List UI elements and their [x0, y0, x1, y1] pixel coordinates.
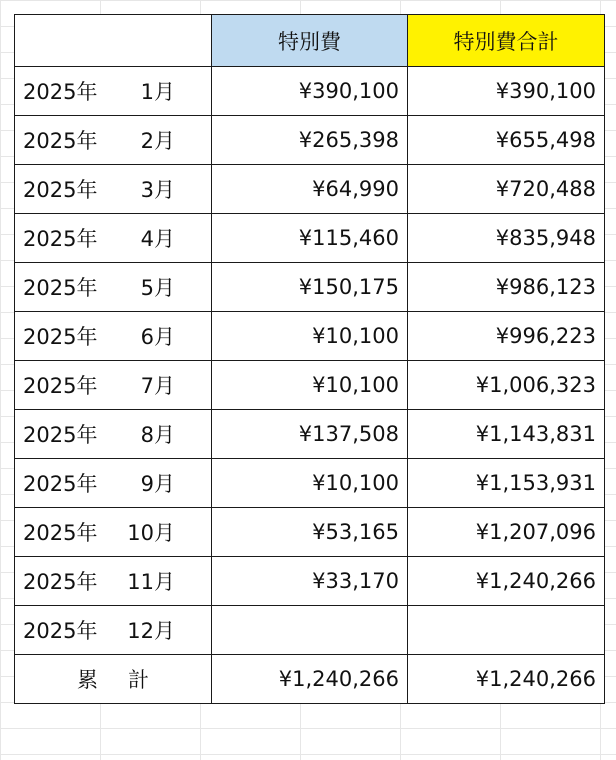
month-label: 6月 [140, 325, 175, 349]
special-expense-cell[interactable]: ¥137,508 [212, 410, 408, 459]
special-expense-cell[interactable] [212, 606, 408, 655]
year-label: 2025年 [23, 374, 98, 398]
month-label: 12月 [127, 619, 175, 643]
header-special-expense[interactable]: 特別費 [212, 15, 408, 67]
year-label: 2025年 [23, 276, 98, 300]
table-row [15, 361, 605, 410]
special-expense-cell[interactable]: ¥150,175 [212, 263, 408, 312]
cumulative-label-second-char: 計 [128, 668, 149, 692]
month-label: 9月 [140, 472, 175, 496]
month-cell[interactable] [15, 116, 212, 165]
month-label: 3月 [140, 178, 175, 202]
month-cell[interactable] [15, 508, 212, 557]
month-label: 10月 [127, 521, 175, 545]
cumulative-label-first-char: 累 [77, 668, 98, 692]
cumulative-total-cell[interactable]: ¥986,123 [408, 263, 605, 312]
month-cell[interactable] [15, 410, 212, 459]
table-row [15, 214, 605, 263]
header-row [15, 15, 605, 67]
cumulative-total-cell[interactable]: ¥1,207,096 [408, 508, 605, 557]
table-row [15, 508, 605, 557]
cumulative-label-cell[interactable] [15, 655, 212, 704]
cumulative-total-cell[interactable]: ¥720,488 [408, 165, 605, 214]
year-label: 2025年 [23, 227, 98, 251]
year-label: 2025年 [23, 325, 98, 349]
month-cell[interactable] [15, 263, 212, 312]
year-label: 2025年 [23, 80, 98, 104]
year-label: 2025年 [23, 472, 98, 496]
month-label: 8月 [140, 423, 175, 447]
special-expense-cell[interactable]: ¥390,100 [212, 67, 408, 116]
month-cell[interactable] [15, 557, 212, 606]
year-label: 2025年 [23, 570, 98, 594]
month-label: 2月 [140, 129, 175, 153]
month-cell[interactable] [15, 459, 212, 508]
month-cell[interactable] [15, 165, 212, 214]
table-row [15, 116, 605, 165]
table-row [15, 606, 605, 655]
table-row [15, 263, 605, 312]
month-label: 1月 [140, 80, 175, 104]
table-row [15, 312, 605, 361]
header-corner-cell[interactable] [15, 15, 212, 67]
summary-row [15, 655, 605, 704]
cumulative-total-cell[interactable]: ¥390,100 [408, 67, 605, 116]
month-cell[interactable] [15, 67, 212, 116]
special-expense-cell[interactable]: ¥33,170 [212, 557, 408, 606]
cumulative-expense-cell[interactable]: ¥1,240,266 [212, 655, 408, 704]
month-cell[interactable] [15, 214, 212, 263]
special-expense-cell[interactable]: ¥64,990 [212, 165, 408, 214]
cumulative-total-summary-cell[interactable]: ¥1,240,266 [408, 655, 605, 704]
special-expense-cell[interactable]: ¥115,460 [212, 214, 408, 263]
header-special-expense-total[interactable]: 特別費合計 [408, 15, 605, 67]
year-label: 2025年 [23, 521, 98, 545]
month-label: 4月 [140, 227, 175, 251]
table-row [15, 557, 605, 606]
cumulative-total-cell[interactable]: ¥996,223 [408, 312, 605, 361]
cumulative-total-cell[interactable]: ¥1,153,931 [408, 459, 605, 508]
cumulative-total-cell[interactable]: ¥835,948 [408, 214, 605, 263]
cumulative-total-cell[interactable]: ¥655,498 [408, 116, 605, 165]
special-expense-cell[interactable]: ¥53,165 [212, 508, 408, 557]
table-row [15, 67, 605, 116]
cumulative-total-cell[interactable]: ¥1,143,831 [408, 410, 605, 459]
special-expense-cell[interactable]: ¥10,100 [212, 361, 408, 410]
month-label: 5月 [140, 276, 175, 300]
year-label: 2025年 [23, 178, 98, 202]
year-label: 2025年 [23, 129, 98, 153]
special-expenses-table [14, 14, 605, 704]
year-label: 2025年 [23, 619, 98, 643]
special-expense-cell[interactable]: ¥265,398 [212, 116, 408, 165]
month-cell[interactable] [15, 606, 212, 655]
cumulative-total-cell[interactable]: ¥1,006,323 [408, 361, 605, 410]
cumulative-total-cell[interactable] [408, 606, 605, 655]
month-cell[interactable] [15, 312, 212, 361]
table-row [15, 410, 605, 459]
month-label: 11月 [127, 570, 175, 594]
cumulative-total-cell[interactable]: ¥1,240,266 [408, 557, 605, 606]
year-label: 2025年 [23, 423, 98, 447]
month-label: 7月 [140, 374, 175, 398]
table-row [15, 165, 605, 214]
month-cell[interactable] [15, 361, 212, 410]
table-row [15, 459, 605, 508]
special-expense-cell[interactable]: ¥10,100 [212, 312, 408, 361]
special-expense-cell[interactable]: ¥10,100 [212, 459, 408, 508]
